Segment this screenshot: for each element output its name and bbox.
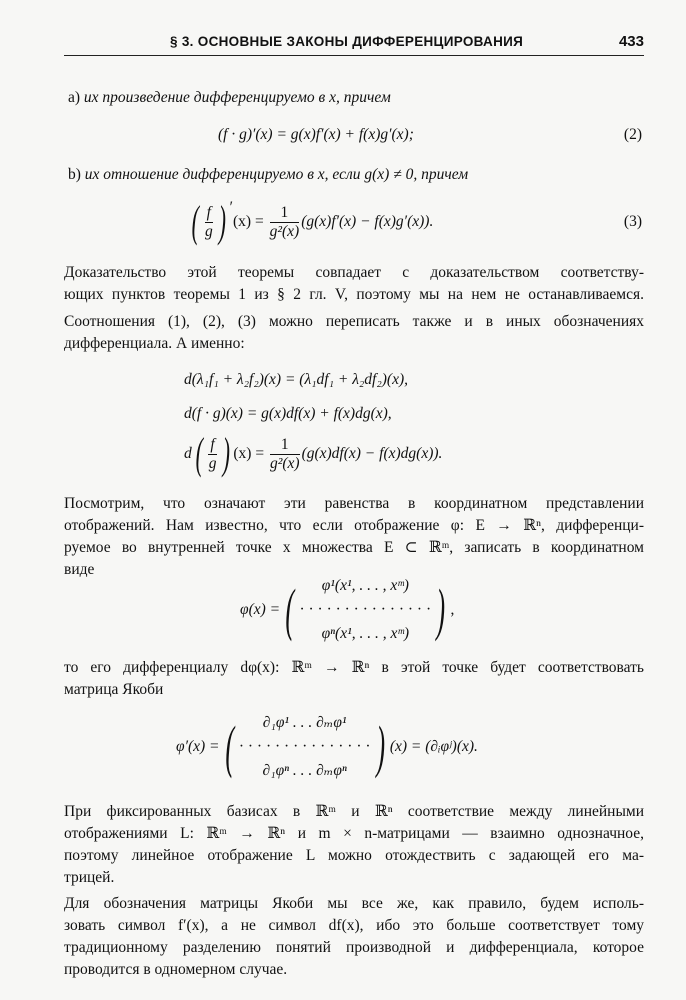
p5-line4: трицей. xyxy=(64,869,115,886)
formula-phi: φ(x) = ( φ¹(x¹, . . . , xᵐ) · · · · · · · · · · · · · · · φⁿ(x¹, . . . , xᵐ) ) , xyxy=(240,577,455,642)
page-number: 433 xyxy=(618,33,644,50)
p6-line2: зовать символ f′(x), а не символ df(x), ибо это больше соответствует тому xyxy=(64,917,644,934)
item-a xyxy=(68,88,391,108)
eqno-3: (3) xyxy=(623,213,642,230)
p6-line4: проводится в одномерном случае. xyxy=(64,961,288,978)
eqno-2: (2) xyxy=(623,126,642,143)
running-header xyxy=(64,33,644,56)
p4-line2: матрица Якоби xyxy=(64,681,164,698)
p4-line1: то его дифференциалу dφ(x): ℝᵐ → ℝⁿ в этой точке будет соответствовать xyxy=(64,659,644,676)
section-title: § 3. ОСНОВНЫЕ ЗАКОНЫ ДИФФЕРЕНЦИРОВАНИЯ xyxy=(170,34,524,49)
p3-line2: отображений. Нам известно, что если отображение φ: E → ℝⁿ, дифференци- xyxy=(64,517,644,534)
formula-d3: d ( $\frac{f}{g}$ ) (x) = $\frac{1}{\text{g²(x)}}$ (g(x)df(x) − f(x)dg(x)). xyxy=(184,429,443,478)
p6-line1: Для обозначения матрицы Якоби мы все же, как правило, будем исполь- xyxy=(64,895,644,912)
formula-2: (f · g)′(x) = g(x)f′(x) + f(x)g′(x); xyxy=(218,126,414,143)
p1-line1: Доказательство этой теоремы совпадает с доказательством соответству- xyxy=(64,264,644,281)
p6-line3: традиционному разделению понятий производной и дифференциала, которое xyxy=(64,939,644,956)
formula-d2: d(f · g)(x) = g(x)df(x) + f(x)dg(x), xyxy=(184,405,392,422)
p3-line3: руемое во внутренней точке x множества E ⊂ ℝᵐ, записать в координатном xyxy=(64,539,644,556)
formula-3-right: (g(x)f′(x) − f(x)g′(x)). xyxy=(301,213,434,230)
p5-line1: При фиксированных базисах в ℝᵐ и ℝⁿ соответствие между линейными xyxy=(64,803,644,820)
p2-line2: дифференциала. А именно: xyxy=(64,335,245,352)
formula-d1: d(λ₁f₁ + λ₂f₂)(x) = (λ₁df₁ + λ₂df₂)(x), xyxy=(184,371,408,388)
p5-line2: отображениями L: ℝᵐ → ℝⁿ и m × n-матрицами — взаимно однозначное, xyxy=(64,825,644,842)
item-a-text: их произведение дифференцируемо в x, причем xyxy=(83,89,391,106)
p3-line1: Посмотрим, что означают эти равенства в координатном представлении xyxy=(64,495,644,512)
item-b-text: их отношение дифференцируемо в x, если g(x) ≠ 0, причем xyxy=(84,166,469,183)
formula-jacobian: φ′(x) = ( ∂₁φ¹ . . . ∂ₘφ¹ · · · · · · · · · · · · · · · ∂₁φⁿ . . . ∂ₘφⁿ ) (x) = (∂ᵢφʲ)(x). xyxy=(176,714,478,779)
p2-line1: Соотношения (1), (2), (3) можно переписать также и в иных обозначениях xyxy=(64,313,644,330)
item-b xyxy=(68,165,468,185)
item-b-label: b) xyxy=(68,166,81,183)
p1-line2: ющих пунктов теоремы 1 из § 2 гл. V, поэтому мы на нем не останавливаемся. xyxy=(64,286,644,303)
item-a-label: a) xyxy=(68,89,81,106)
formula-3: ( $\frac{f}{g}$ ) ′ (x) = $\frac{1}{\text{g²(x)}}$ (g(x)f′(x) − f(x)g′(x)). xyxy=(191,197,434,246)
p5-line3: поэтому линейное отображение L можно отождествить с задающей его ма- xyxy=(64,847,644,864)
p3-line4: виде xyxy=(64,561,95,578)
